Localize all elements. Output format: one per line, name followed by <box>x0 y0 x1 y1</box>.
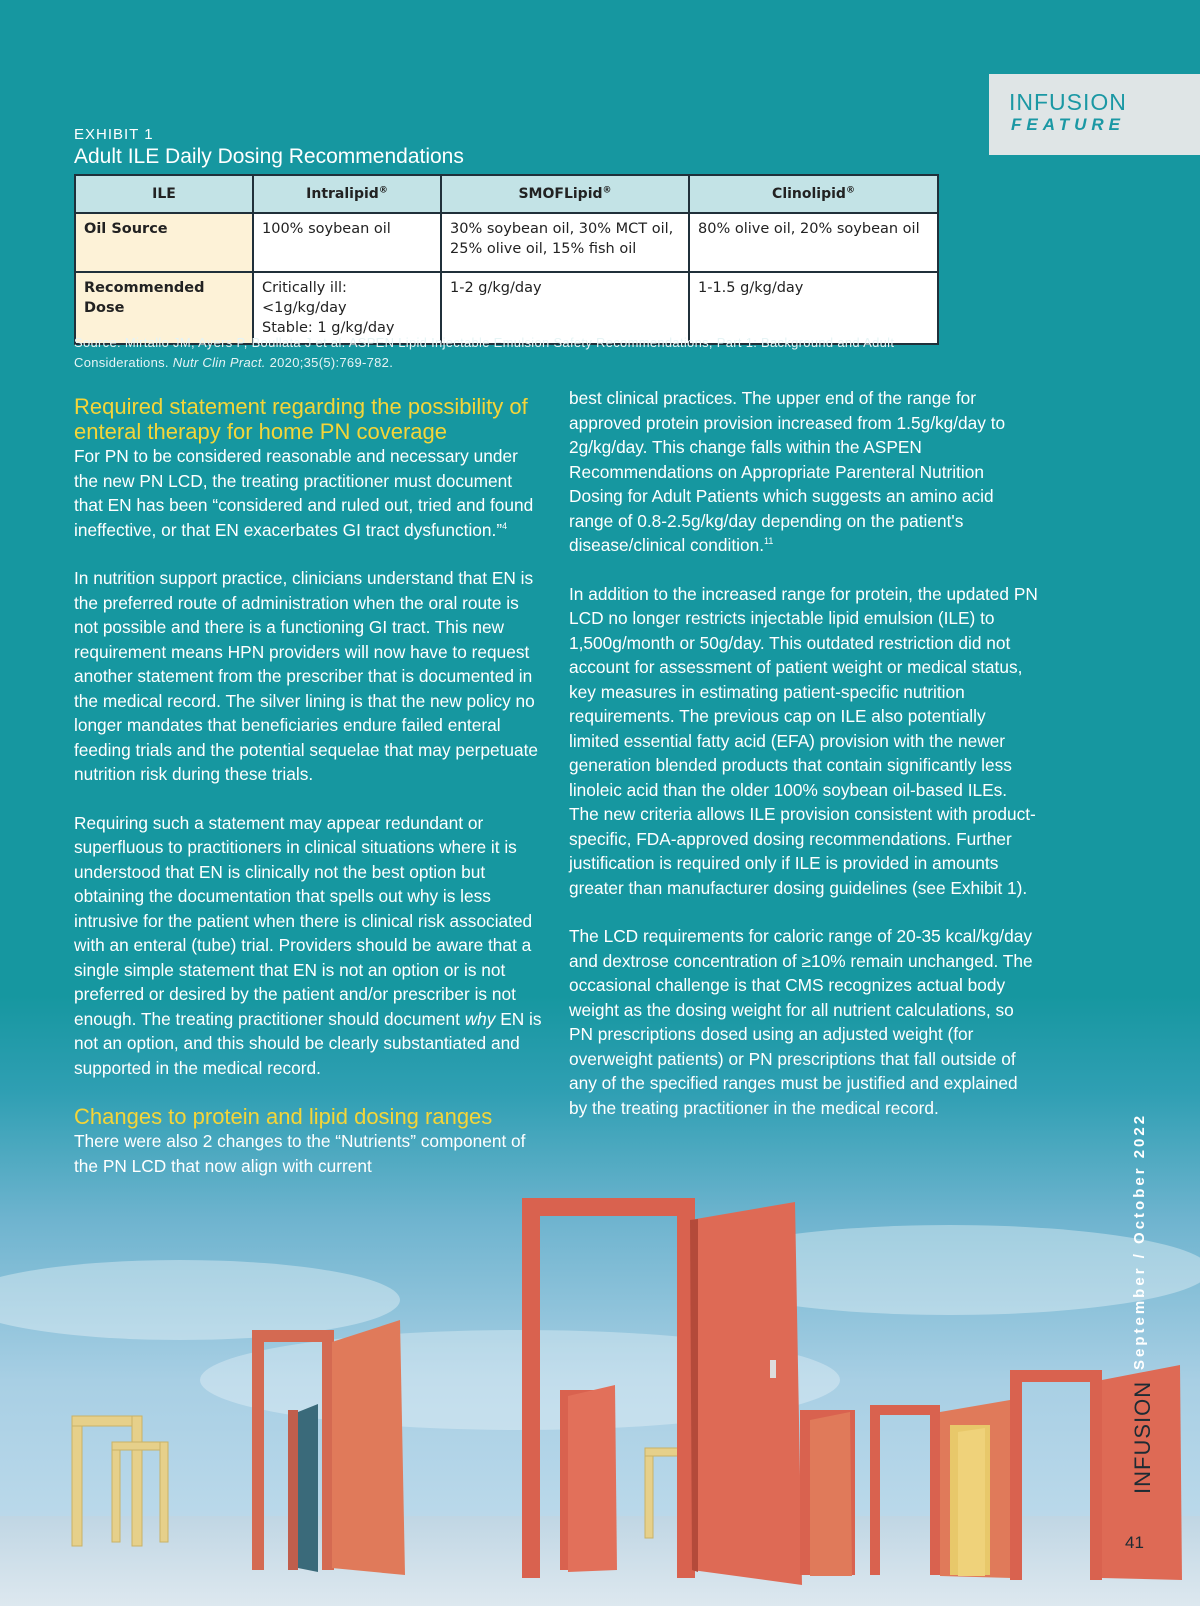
section-heading: Changes to protein and lipid dosing ranges <box>74 1104 493 1129</box>
magazine-badge <box>989 74 1200 155</box>
section-heading: Required statement regarding the possibility of enteral therapy for home PN coverage <box>74 394 528 444</box>
row-label: Oil Source <box>75 213 253 272</box>
open-doors-illustration <box>0 1180 1200 1606</box>
paragraph: The LCD requirements for caloric range of 20-35 kcal/kg/day and dextrose concentration of ≥10% remain unchanged. The occasional challenge is that CMS recognizes actual body weight as the dosing weight for all nutrient calculations, so PN prescriptions dosed using an adjusted weight (for overweight patients) or PN prescriptions that fall outside of any of the specified ranges must be justified and explained by the treating practitioner in the medical record. <box>569 926 1033 1118</box>
column-header: SMOFLipid® <box>441 175 689 213</box>
paragraph: In nutrition support practice, clinicians understand that EN is the preferred route of administration when the oral route is not possible and there is a functioning GI tract. This new requirement means HPN providers will now have to request another statement from the prescriber that is documented in the medical record. The silver lining is that the new policy no longer mandates that beneficiaries endure failed enteral feeding trials and the potential sequelae that may perpetuate nutrition risk during these trials. <box>74 568 539 784</box>
exhibit-title: Adult ILE Daily Dosing Recommendations <box>74 145 464 168</box>
paragraph: Requiring such a statement may appear redundant or superfluous to practitioners in clinical situations where it is understood that EN is clinically not the best option but obtaining the documentation that spells out why is less intrusive for the patient when there is clinical risk associated with an enteral (tube) trial. Providers should be aware that a single simple statement that EN is not an option or is not preferred or desired by the patient and/or prescriber is not enough. The treating practitioner should document why EN is not an option, and this should be clearly substantiated and supported in the medical record. <box>74 812 542 1078</box>
paragraph: For PN to be considered reasonable and necessary under the new PN LCD, the treating practitioner must document that EN has been “considered and ruled out, tried and found ineffective, or that EN exacerbates GI tract dysfunction.”$^4$ <box>74 446 534 540</box>
column-header: Intralipid® <box>253 175 441 213</box>
table-cell: Critically ill: <1g/kg/day Stable: 1 g/kg/day <box>253 272 441 344</box>
table-cell: 1-2 g/kg/day <box>441 272 689 344</box>
article-left-column <box>74 394 544 1178</box>
table-cell: 1-1.5 g/kg/day <box>689 272 938 344</box>
paragraph: best clinical practices. The upper end of the range for approved protein provision increased from 1.5g/kg/day to 2g/kg/day. This change falls within the ASPEN Recommendations on Appropriate Parenteral Nutrition Dosing for Adult Patients which suggests an amino acid range of 0.8-2.5g/kg/day depending on the patient's disease/clinical condition.$^{11}$ <box>569 388 1006 555</box>
magazine-logo: INFUSION <box>1130 1380 1155 1494</box>
paragraph: There were also 2 changes to the “Nutrients” component of the PN LCD that now align with current <box>74 1131 526 1176</box>
dosing-table <box>74 174 939 345</box>
table-cell: 100% soybean oil <box>253 213 441 272</box>
badge-subtitle: FEATURE <box>1011 115 1126 134</box>
badge-logo: INFUSION <box>1009 89 1127 115</box>
column-header: ILE <box>75 175 253 213</box>
paragraph: In addition to the increased range for protein, the updated PN LCD no longer restricts injectable lipid emulsion (ILE) to 1,500g/month or 50g/day. This outdated restriction did not account for assessment of patient weight or medical status, key measures in estimating patient-specific nutrition requirements. The previous cap on ILE also potentially limited essential fatty acid (EFA) provision with the newer generation blended products that contain significantly less linoleic acid than the older 100% soybean oil-based ILEs. The new criteria allows ILE provision consistent with product-specific, FDA-approved dosing recommendations. Further justification is required only if ILE is provided in amounts greater than manufacturer dosing guidelines (see Exhibit 1). <box>569 583 1038 898</box>
table-cell: 30% soybean oil, 30% MCT oil, 25% olive oil, 15% fish oil <box>441 213 689 272</box>
article-right-column <box>569 386 1039 1120</box>
page-number: 41 <box>1125 1533 1144 1552</box>
column-header: Clinolipid® <box>689 175 938 213</box>
exhibit-label: EXHIBIT 1 <box>74 126 154 143</box>
table-header-row <box>75 175 938 213</box>
issue-date: September / October 2022 <box>1131 1112 1148 1370</box>
table-source-note: Source: Mirtallo JM, Ayers P, Boullata J et al. ASPEN Lipid Injectable Emulsion Safety Recommendations, Part 1: Background and Adult Considerations. Nutr Clin Pract. 2020;35(5):769-782. <box>74 335 895 370</box>
table-cell: 80% olive oil, 20% soybean oil <box>689 213 938 272</box>
row-label: Recommended Dose <box>75 272 253 344</box>
table-row <box>75 213 938 272</box>
